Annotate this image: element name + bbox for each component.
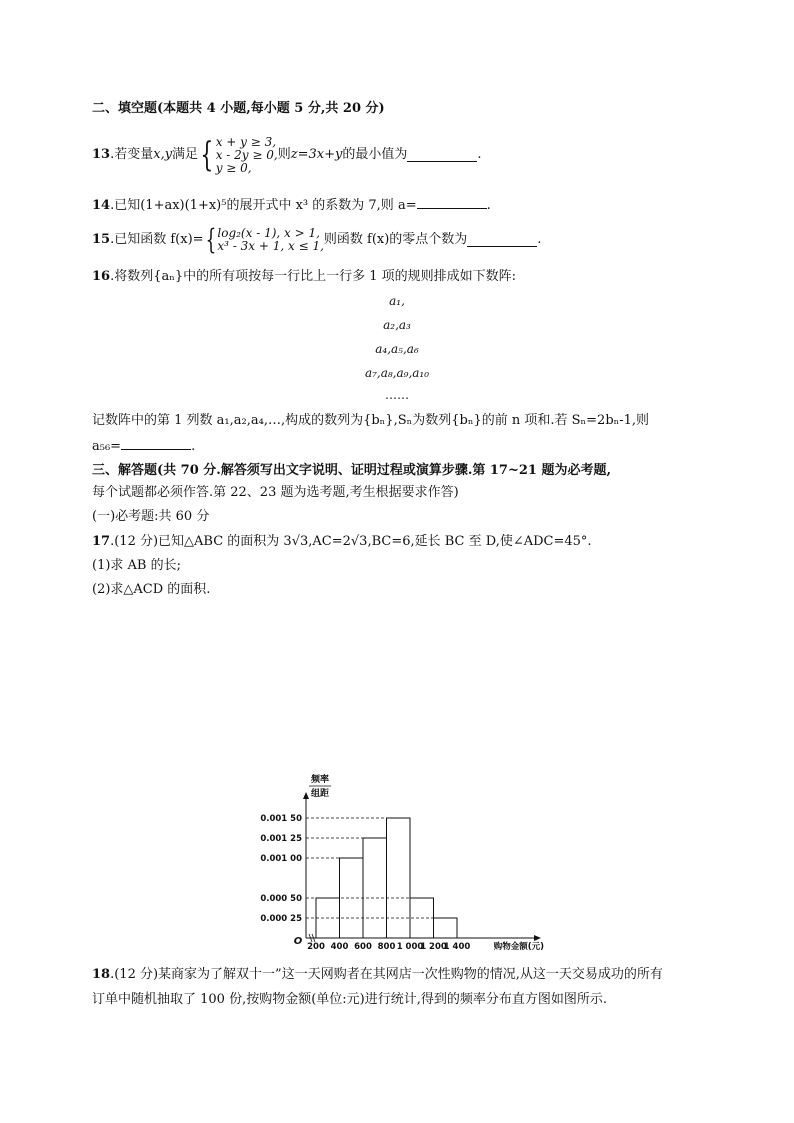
- q18-line2: 订单中随机抽取了 100 份,按购物金额(单位:元)进行统计,得到的频率分布直方图如图所示.: [92, 992, 607, 1007]
- array-row-4: a₇,a₈,a₉,a₁₀: [364, 366, 430, 380]
- y-tick-label: 0.001 25: [260, 834, 302, 844]
- section2-heading: 二、填空题(本题共 4 小题,每小题 5 分,共 20 分): [92, 101, 385, 116]
- section3-sub: (一)必考题:共 60 分: [92, 509, 210, 524]
- origin-label: O: [293, 936, 303, 947]
- histogram-bar: [434, 918, 458, 938]
- x-tick-label: 600: [354, 942, 372, 952]
- y-tick-label: 0.001 00: [260, 854, 302, 864]
- array-row-3: a₄,a₅,a₆: [375, 342, 419, 356]
- question-14: 14.已知(1+ax)(1+x)⁵的展开式中 x³ 的系数为 7,则 a= .: [92, 198, 491, 213]
- question-15: 15 .已知函数 f(x)= { log₂(x - 1), x > 1, x³ - 3x + 1, x ≤ 1, 则函数 f(x)的零点个数为 .: [92, 223, 542, 256]
- y-tick-label: 0.000 50: [260, 894, 302, 904]
- x-tick-label: 800: [377, 942, 396, 952]
- question-17: 17.(12 分)已知△ABC 的面积为 3√3,AC=2√3,BC=6,延长 BC 至 D,使∠ADC=45°.: [92, 534, 592, 549]
- q15-number: 15: [92, 232, 111, 247]
- x-tick-label: 1 400: [443, 942, 471, 952]
- array-row-2: a₂,a₃: [383, 318, 411, 332]
- q13-number: 13: [92, 147, 111, 162]
- q16-line3: a₅₆= .: [92, 439, 196, 454]
- x-tick-label: 1 000: [396, 942, 424, 952]
- q15-cases: log₂(x - 1), x > 1, x³ - 3x + 1, x ≤ 1,: [217, 226, 324, 253]
- x-axis-arrow-icon: [534, 935, 541, 941]
- y-axis-label-top: 频率: [310, 775, 330, 785]
- section3-heading-2: 每个试题都必须作答.第 22、23 题为选考题,考生根据要求作答): [92, 485, 459, 500]
- section3-heading-1: 三、解答题(共 70 分.解答须写出文字说明、证明过程或演算步骤.第 17~21 题为必考题,: [92, 463, 611, 478]
- y-axis-arrow-icon: [303, 792, 309, 799]
- q13-conditions: x + y ≥ 3, x - 2y ≥ 0, y ≥ 0,: [215, 134, 278, 175]
- q17-part1: (1)求 AB 的长;: [92, 558, 182, 573]
- question-18: 18.(12 分)某商家为了解双十一”这一天网购者在其网店一次性购物的情况,从这一天交易成功的所有: [92, 967, 663, 982]
- histogram-bar: [363, 838, 387, 938]
- q14-number: 14: [92, 198, 111, 213]
- x-tick-label: 200: [307, 942, 325, 952]
- y-axis-label-bottom: 组距: [310, 789, 330, 799]
- answer-blank[interactable]: [407, 149, 477, 162]
- answer-blank[interactable]: [467, 234, 537, 247]
- q18-number: 18: [92, 967, 111, 982]
- q16-line2: 记数阵中的第 1 列数 a₁,a₂,a₄,…,构成的数列为{bₙ},Sₙ为数列{bₙ}的前 n 项和.若 Sₙ=2bₙ-1,则: [92, 413, 650, 428]
- answer-blank[interactable]: [417, 196, 487, 209]
- x-tick-label: 400: [330, 942, 349, 952]
- y-tick-label: 0.000 25: [260, 914, 302, 924]
- question-16: 16.将数列{aₙ}中的所有项按每一行比上一行多 1 项的规则排成如下数阵:: [92, 269, 517, 284]
- answer-blank[interactable]: [121, 437, 191, 450]
- y-tick-label: 0.001 50: [260, 814, 302, 824]
- histogram-bar: [387, 818, 411, 938]
- brace-icon: {: [205, 223, 216, 256]
- question-13: 13 .若变量 x,y 满足 { x + y ≥ 3, x - 2y ≥ 0, y ≥ 0, 则 z=3x+y 的最小值为 .: [92, 134, 482, 175]
- x-axis-label: 购物金额(元): [493, 942, 544, 952]
- array-row-1: a₁,: [389, 294, 405, 308]
- q16-number: 16: [92, 269, 111, 284]
- brace-icon: {: [200, 135, 214, 175]
- array-row-5: ……: [385, 388, 409, 402]
- x-tick-label: 1 200: [420, 942, 447, 952]
- histogram-chart: [258, 770, 548, 952]
- q17-number: 17: [92, 534, 111, 549]
- q17-part2: (2)求△ACD 的面积.: [92, 582, 211, 597]
